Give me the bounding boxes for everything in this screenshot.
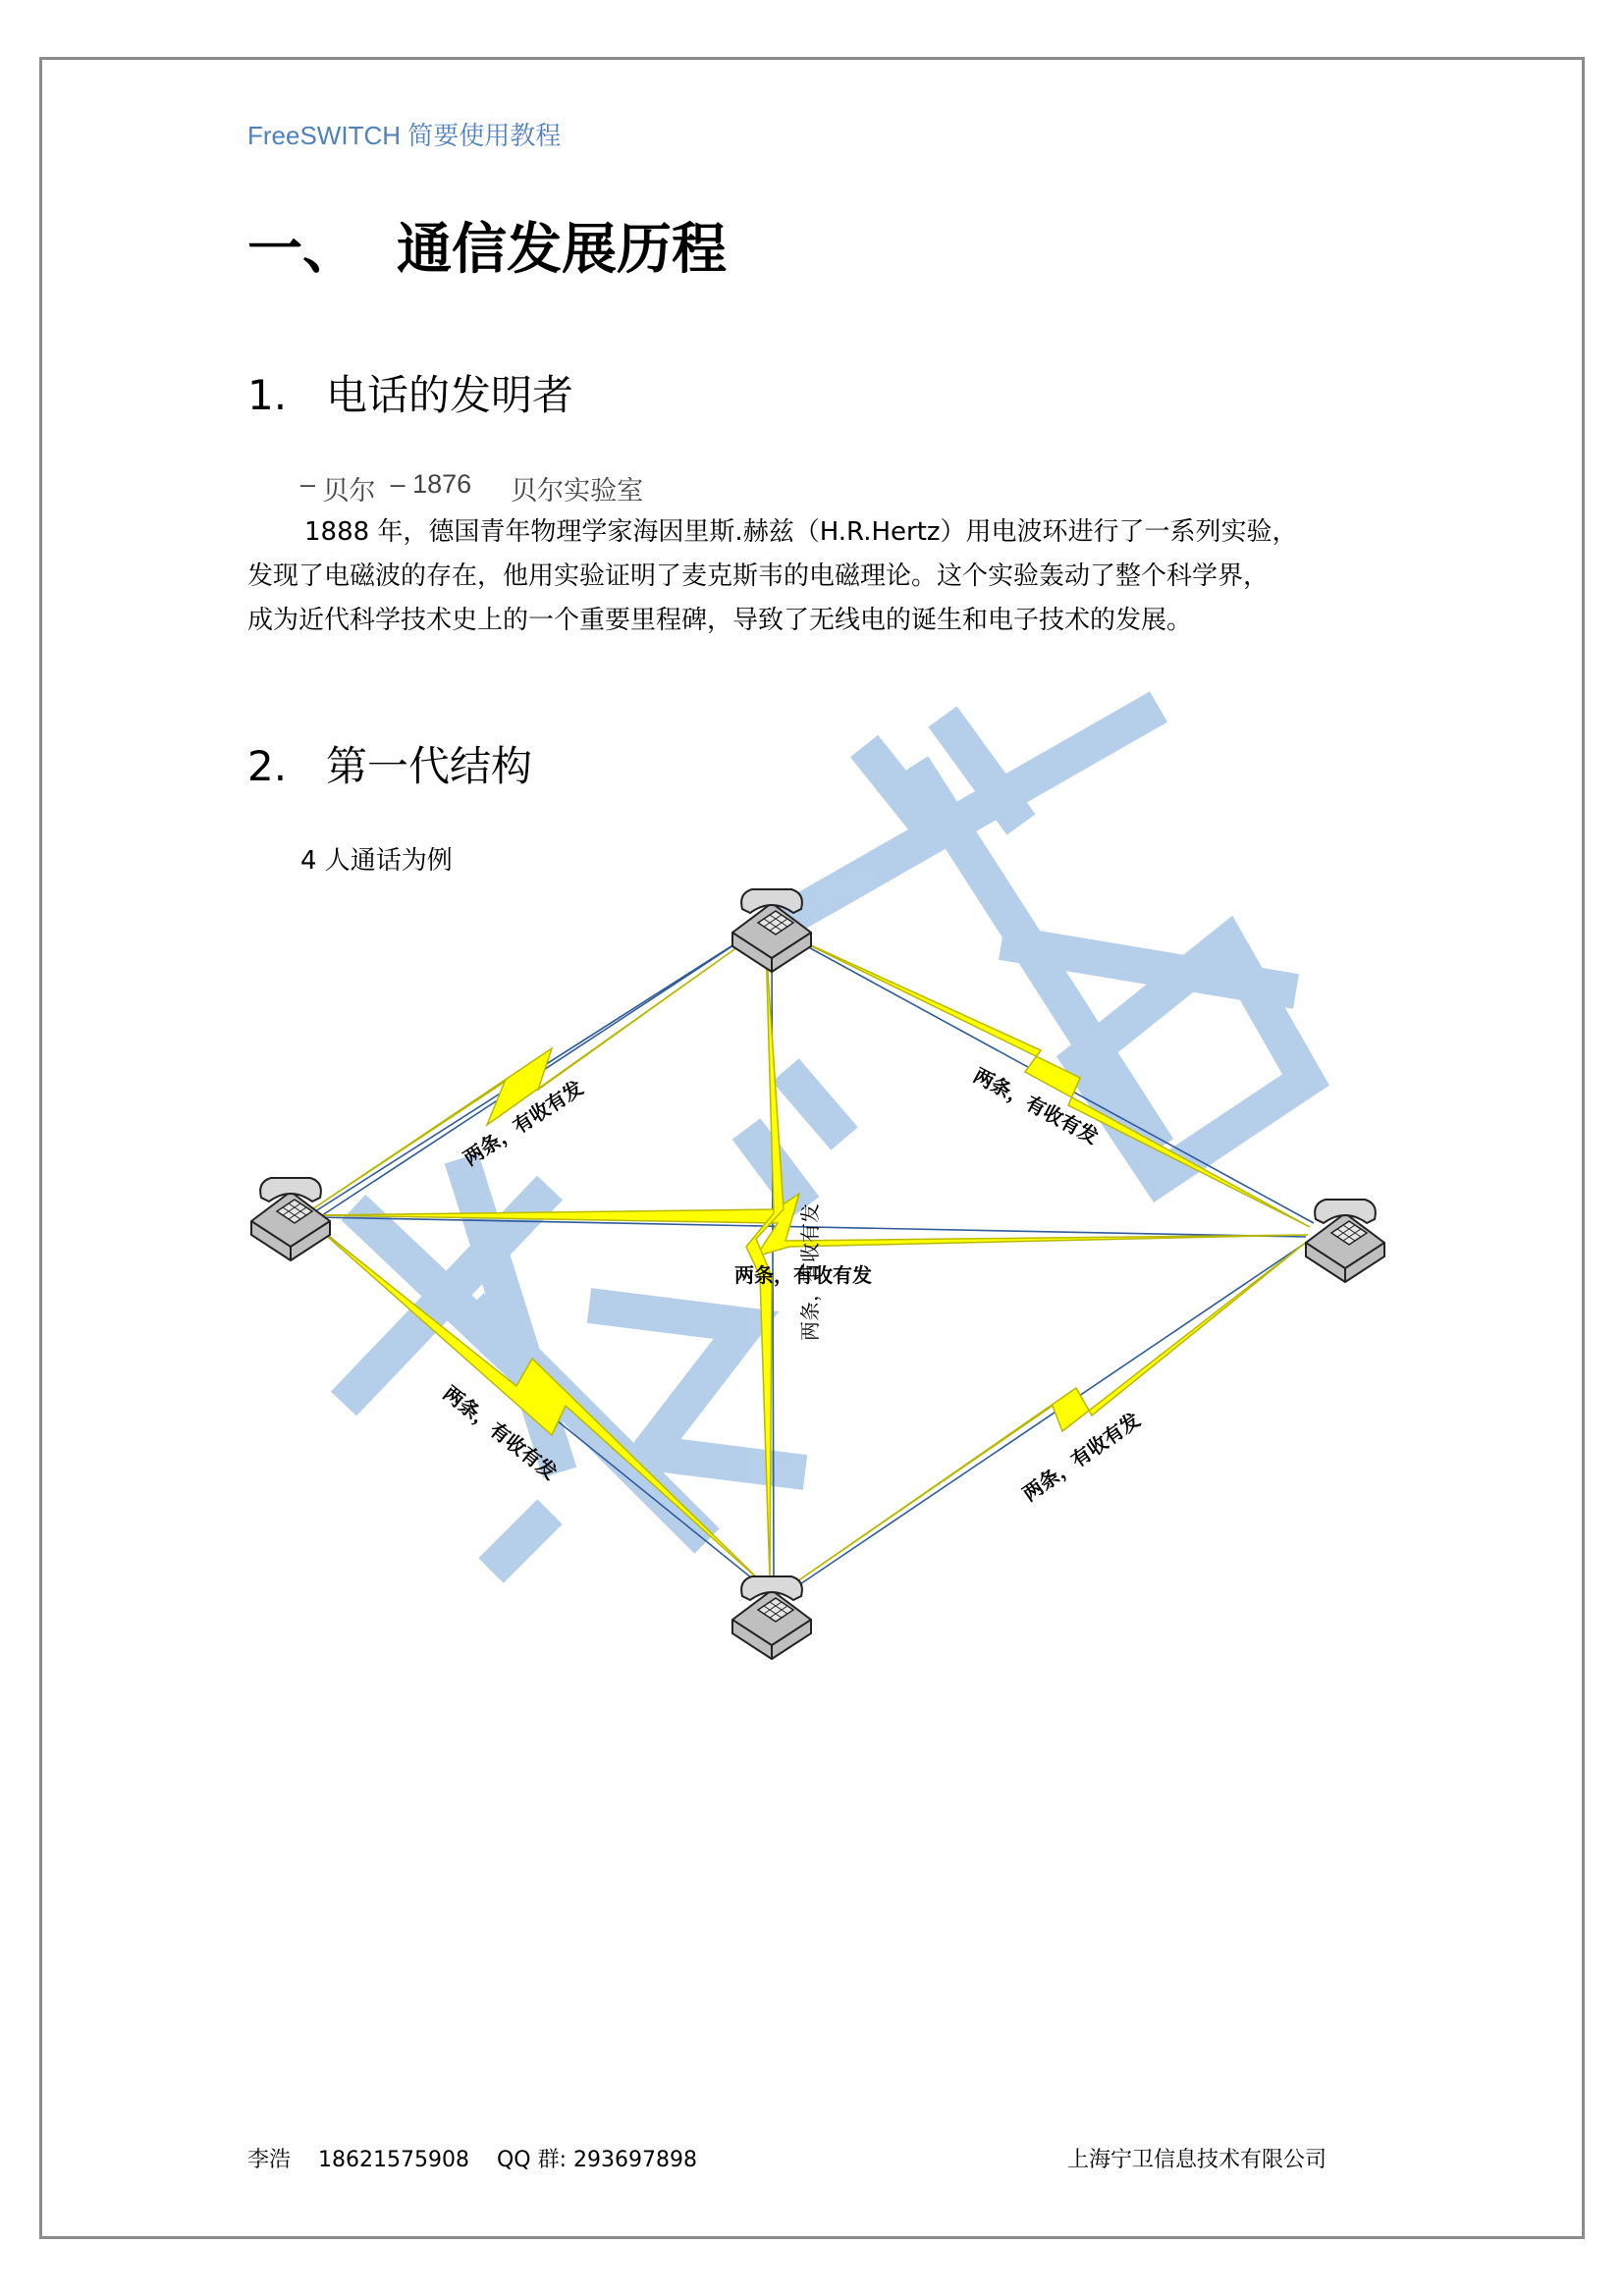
link-label-top-right: 两条，有收有发 <box>969 1063 1103 1149</box>
section-number: 1. <box>247 371 288 419</box>
paragraph-line: 成为近代科学技术史上的一个重要里程碑，导致了无线电的诞生和电子技术的发展。 <box>247 606 1193 635</box>
lightning-bolt-link <box>746 942 784 1580</box>
footer-author: 李浩 <box>247 2148 292 2172</box>
lightning-bolt-link <box>312 1223 764 1584</box>
footer-contact <box>247 2143 697 2173</box>
dash: – <box>390 469 406 499</box>
link-line <box>785 1243 1306 1594</box>
paragraph-line: 发现了电磁波的存在，他用实验证明了麦克斯韦的电磁理论。这个实验轰动了整个科学界， <box>247 561 1270 591</box>
chapter-title: 通信发展历程 <box>397 218 727 282</box>
section-number: 2. <box>247 742 288 790</box>
section-title: 第一代结构 <box>326 742 533 790</box>
running-header: FreeSWITCH 简要使用教程 <box>247 121 562 150</box>
dash: – <box>300 469 316 499</box>
link-label-left-right: 两条，有收有发 <box>734 1263 872 1287</box>
inventor-name: 贝尔 <box>322 476 376 506</box>
link-label-bottom-right: 两条，有收有发 <box>1018 1408 1145 1507</box>
footer-phone: 18621575908 <box>318 2148 469 2172</box>
telephone-left <box>251 1178 330 1260</box>
lightning-bolt-link <box>306 933 758 1213</box>
lightning-bolt-link <box>782 1241 1308 1592</box>
telephone-top <box>732 889 811 972</box>
invention-year: 1876 <box>412 469 472 499</box>
link-label-left-bottom: 两条，有收有发 <box>438 1381 563 1485</box>
lab-name: 贝尔实验室 <box>511 476 644 506</box>
section-title: 电话的发明者 <box>326 371 574 419</box>
chapter-number: 一、 <box>247 218 357 282</box>
paragraph-line: 1888 年，德国青年物理学家海因里斯.赫兹（H.R.Hertz）用电波环进行了一系列实验， <box>304 517 1298 547</box>
footer-qq-group: QQ 群: 293697898 <box>496 2148 697 2172</box>
link-label-left-top: 两条，有收有发 <box>459 1075 588 1171</box>
telephone-right <box>1306 1200 1384 1282</box>
telephone-bottom <box>732 1576 811 1659</box>
link-label-top-bottom: 两条，有收有发 <box>798 1203 822 1341</box>
diagram-caption: 4 人通话为例 <box>300 846 453 876</box>
footer-company: 上海宁卫信息技术有限公司 <box>1067 2148 1327 2172</box>
